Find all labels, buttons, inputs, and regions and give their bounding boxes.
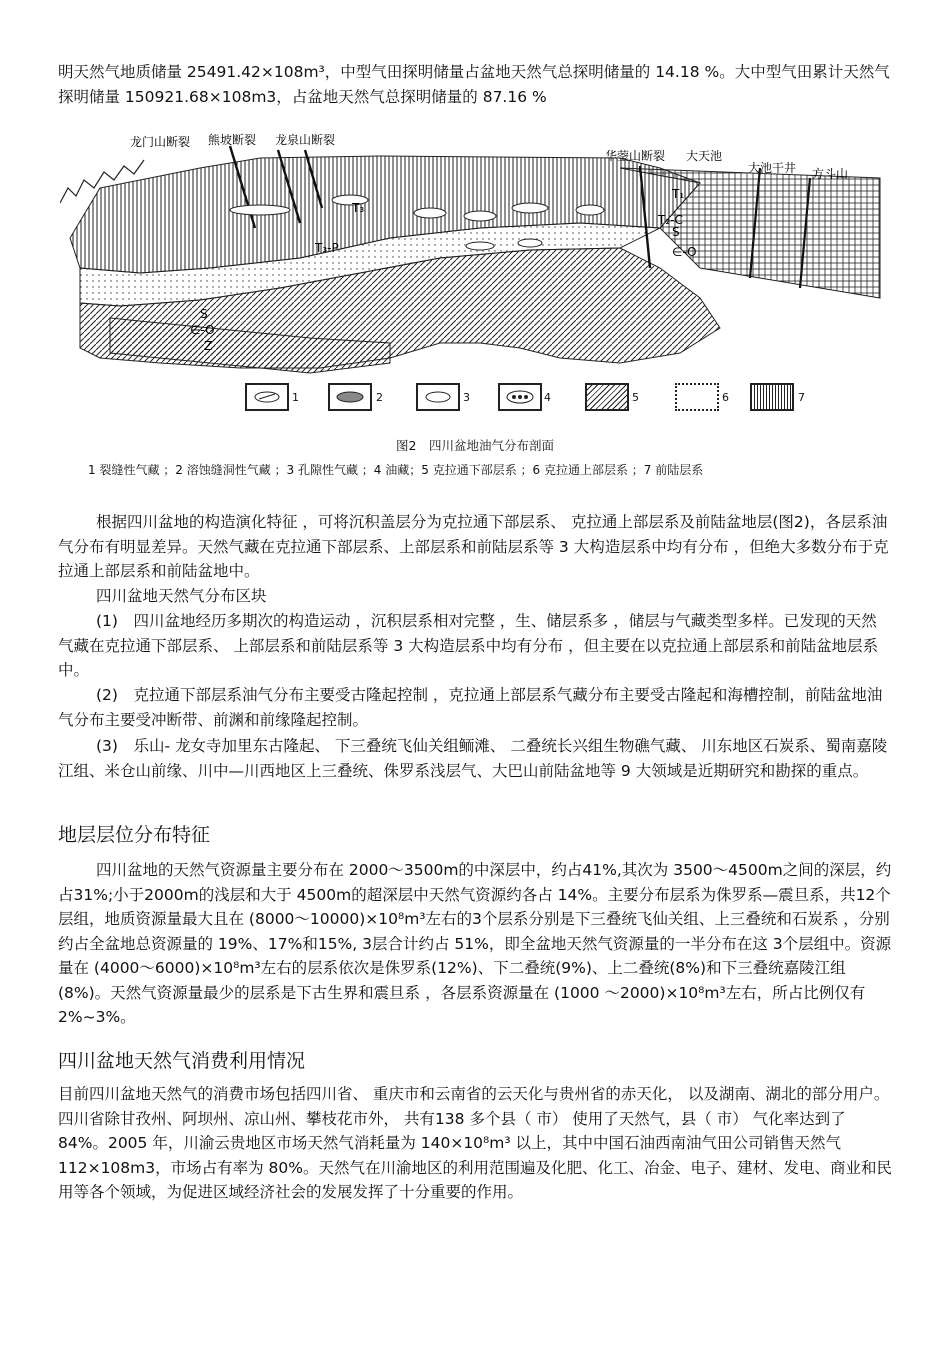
label-datiangan: 大池干井 xyxy=(748,161,797,175)
intro-paragraph: 明天然气地质储量 25491.42×108m³，中型气田探明储量占盆地天然气总探明储量的 14.18 %。大中型气田累计天然气探明储量 150921.68×108m3，占盆地天然气总探明储量的 87.16 % xyxy=(58,63,890,106)
figure-legend-text: 1 裂缝性气藏 ；2 溶蚀缝洞性气藏 ；3 孔隙性气藏 ；4 油藏；5 克拉通下部层系 ；6 克拉通上部层系 ；7 前陆层系 xyxy=(88,463,704,477)
item-2: (2) 克拉通下部层系油气分布主要受古隆起控制 ，克拉通上部层系气藏分布主要受古隆起和海槽控制，前陆盆地油气分布主要受冲断带、前渊和前缘隆起控制。 xyxy=(58,686,883,729)
label-s-left: S xyxy=(200,307,208,321)
legend-number-1: 1 xyxy=(292,391,299,404)
legend-swatch-dissolution-gas xyxy=(328,383,372,411)
label-fangdoushan: 方斗山 xyxy=(812,167,849,181)
heading-strata: 地层层位分布特征 xyxy=(58,824,211,846)
label-t3: T₃ xyxy=(352,201,365,215)
heading-consumption: 四川盆地天然气消费利用情况 xyxy=(58,1050,306,1072)
label-s-right: S xyxy=(672,225,680,239)
legend-number-7: 7 xyxy=(798,391,805,404)
label-fault-huaying: 华蓥山断裂 xyxy=(605,149,666,163)
legend-swatch-lower-craton xyxy=(585,383,629,411)
legend-number-5: 5 xyxy=(632,391,639,404)
legend-swatch-fracture-gas xyxy=(245,383,289,411)
legend-number-3: 3 xyxy=(463,391,470,404)
label-eo-right: ∈-O xyxy=(672,245,697,259)
block-title: 四川盆地天然气分布区块 xyxy=(96,587,267,605)
paragraph-consumption: 目前四川盆地天然气的消费市场包括四川省、 重庆市和云南省的云天化与贵州省的赤天化， 以及湖南、湖北的部分用户。四川省除甘孜州、阿坝州、凉山州、攀枝花市外， 共有138 多个县（ 市） 使用了天然气，县（ 市） 气化率达到了 84%。2005 年，川渝云贵地区市场天然气消耗量为 140×10⁸m³ 以上，其中中国石油西南油气田公司销售天然气 112×108m3，市场占有率为 80%。天然气在川渝地区的利用范围遍及化肥、化工、冶金、电子、建材、发电、商业和民用等各个领域，为促进区域经济社会的发展发挥了十分重要的作用。 xyxy=(58,1085,892,1201)
legend-swatch-foreland xyxy=(750,383,794,411)
legend-swatch-upper-craton xyxy=(675,383,719,411)
paragraph-strata: 四川盆地的天然气资源量主要分布在 2000～3500m的中深层中，约占41%,其次为 3500～4500m之间的深层，约占31%;小于2000m的浅层和大于 4500m的超深层中天然气资源约各占 14%。主要分布层系为侏罗系—震旦系，共12个层组，地质资源量最大且在 (8000～10000)×10⁸m³左右的3个层系分别是下三叠统飞仙关组、上三叠统和石炭系 ，分别约占全盆地总资源量的 19%、17%和15%, 3层合计约占 51%，即全盆地天然气资源量的一半分布在这 3个层组中。资源量在 (4000～6000)×10⁸m³左右的层系依次是侏罗系(12%)、下二叠统(9%)、上二叠统(8%)和下三叠统嘉陵江组 (8%)。天然气资源量最少的层系是下古生界和震旦系 ，各层系资源量在 (1000 ～2000)×10⁸m³左右，所占比例仅有 2%~3%。 xyxy=(58,861,892,1026)
legend-number-4: 4 xyxy=(544,391,551,404)
label-z-left: Z xyxy=(204,339,213,353)
legend-number-2: 2 xyxy=(376,391,383,404)
legend-swatch-pore-gas xyxy=(416,383,460,411)
cross-section-figure xyxy=(60,128,890,418)
label-datianchi: 大天池 xyxy=(686,149,723,163)
legend-swatch-oil xyxy=(498,383,542,411)
label-t2c: T₂-C xyxy=(658,213,683,227)
legend-number-6: 6 xyxy=(722,391,729,404)
label-fault-xiongpo: 熊坡断裂 xyxy=(208,133,257,147)
label-fault-longquan: 龙泉山断裂 xyxy=(275,133,336,147)
label-fault-longmen: 龙门山断裂 xyxy=(130,135,191,149)
item-3: (3) 乐山- 龙女寺加里东古隆起、 下三叠统飞仙关组鲕滩、 二叠统长兴组生物礁气藏、 川东地区石炭系、蜀南嘉陵江组、米仓山前缘、川中—川西地区上三叠统、侏罗系浅层气、大巴山前陆盆地等 9 大领域是近期研究和勘探的重点。 xyxy=(58,737,888,780)
label-t1: T₁ xyxy=(672,187,685,201)
item-1: (1) 四川盆地经历多期次的构造运动 ，沉积层系相对完整 ，生、储层系多 ，储层与气藏类型多样。已发现的天然气藏在克拉通下部层系、 上部层系和前陆层系等 3 大构造层系中均有分布 ，但主要在以克拉通上部层系和前陆盆地层系中。 xyxy=(58,612,879,679)
figure-legend xyxy=(240,383,840,415)
figure-caption: 图2 四川盆地油气分布剖面 xyxy=(396,438,554,453)
label-eo-left: ∈-O xyxy=(190,323,215,337)
label-t3p: T₃-P xyxy=(315,241,339,255)
paragraph-structure: 根据四川盆地的构造演化特征 ，可将沉积盖层分为克拉通下部层系、 克拉通上部层系及前陆盆地层(图2)，各层系油气分布有明显差异。天然气藏在克拉通下部层系、上部层系和前陆层系等 3 大构造层系中均有分布 ，但绝大多数分布于克拉通上部层系和前陆盆地中。 xyxy=(58,513,889,580)
